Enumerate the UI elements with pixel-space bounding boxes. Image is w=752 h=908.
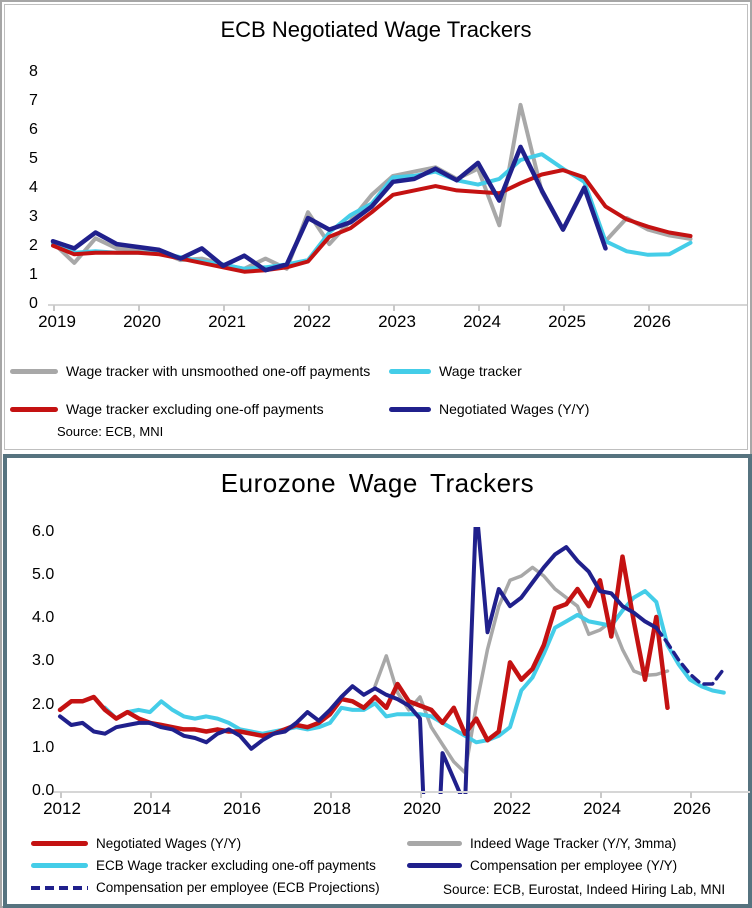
series-line-navy [60, 527, 656, 794]
x-axis-label: 2020 [123, 312, 161, 331]
x-axis-label: 2022 [493, 799, 531, 818]
legend-label: Compensation per employee (Y/Y) [470, 858, 678, 873]
x-axis-tick [690, 792, 692, 798]
x-axis-label: 2026 [633, 312, 671, 331]
x-axis-line [48, 304, 747, 306]
x-axis-tick [393, 305, 395, 311]
line-marker-icon [407, 863, 462, 868]
x-axis-tick [240, 792, 242, 798]
x-axis-tick [478, 305, 480, 311]
x-axis-tick [308, 305, 310, 311]
line-marker-icon [31, 863, 88, 868]
y-axis-label: 2.0 [32, 695, 55, 713]
x-axis-tick [223, 305, 225, 311]
y-axis-label: 0 [29, 295, 38, 312]
eurozone-wage-trackers-panel [3, 454, 752, 908]
legend-item-red [10, 401, 324, 417]
x-axis-tick [150, 792, 152, 798]
y-axis-label: 6 [29, 121, 38, 138]
x-axis-label: 2019 [38, 312, 76, 331]
x-axis-label: 2016 [223, 799, 261, 818]
x-axis-tick [330, 792, 332, 798]
bottom-chart-source: Source: ECB, Eurostat, Indeed Hiring Lab, MNI [443, 882, 726, 897]
y-axis-label: 3.0 [32, 652, 55, 670]
y-axis-label: 8 [29, 63, 38, 80]
y-axis-label: 0.0 [32, 782, 55, 799]
y-axis-label: 4.0 [32, 609, 55, 627]
legend-item-navy-dashed [31, 880, 380, 895]
bottom-chart-title: Eurozone Wage Trackers [220, 468, 535, 498]
x-axis-tick [600, 792, 602, 798]
y-axis-label: 4 [29, 179, 38, 196]
legend-label: ECB Wage tracker excluding one-off payments [96, 858, 376, 873]
x-axis-label: 2014 [133, 799, 171, 818]
x-axis-tick [53, 305, 55, 311]
legend-label: Indeed Wage Tracker (Y/Y, 3mma) [470, 836, 677, 851]
x-axis-label: 2025 [548, 312, 586, 331]
x-axis-label: 2020 [403, 799, 441, 818]
legend-label: Compensation per employee (ECB Projections) [96, 880, 380, 895]
x-axis-label: 2026 [673, 799, 711, 818]
series-line-gray [53, 105, 691, 269]
legend-item-navy [389, 401, 589, 417]
x-axis-label: 2023 [378, 312, 416, 331]
legend-item-gray [407, 836, 676, 851]
x-axis-label: 2018 [313, 799, 351, 818]
line-marker-icon [407, 841, 462, 846]
legend-item-navy [407, 858, 677, 873]
x-axis-label: 2022 [293, 312, 331, 331]
legend-label: Wage tracker with unsmoothed one-off payments [66, 363, 371, 379]
line-marker-icon [10, 407, 58, 412]
x-axis-tick [563, 305, 565, 311]
y-axis-label: 1 [29, 266, 38, 283]
line-marker-icon [389, 407, 431, 412]
legend-label: Negotiated Wages (Y/Y) [96, 836, 242, 851]
top-chart-title: ECB Negotiated Wage Trackers [220, 17, 532, 42]
top-chart-source: Source: ECB, MNI [57, 424, 164, 439]
y-axis-label: 7 [29, 92, 38, 109]
y-axis-label: 3 [29, 208, 38, 225]
y-axis-label: 1.0 [32, 738, 55, 756]
dashed-line-marker-icon [31, 886, 88, 890]
line-marker-icon [389, 369, 431, 374]
legend-item-cyan [389, 363, 522, 379]
x-axis-tick [60, 792, 62, 798]
y-axis-label: 2 [29, 237, 38, 254]
x-axis-line [53, 791, 750, 793]
legend-label: Negotiated Wages (Y/Y) [439, 401, 590, 417]
legend-label: Wage tracker excluding one-off payments [66, 401, 324, 417]
x-axis-label: 2021 [208, 312, 246, 331]
legend-item-gray [10, 363, 370, 379]
y-axis-label: 5.0 [32, 566, 55, 583]
x-axis-tick [510, 792, 512, 798]
x-axis-label: 2024 [463, 312, 501, 331]
legend-label: Wage tracker [439, 363, 522, 379]
x-axis-label: 2012 [43, 799, 81, 818]
y-axis-label: 5 [29, 150, 38, 167]
x-axis-tick [138, 305, 140, 311]
x-axis-tick [648, 305, 650, 311]
legend-item-red [31, 836, 241, 851]
line-marker-icon [31, 841, 88, 846]
ecb-negotiated-wage-trackers-panel [4, 4, 748, 450]
bottom-chart-plot [53, 527, 747, 794]
top-chart-plot [48, 65, 743, 307]
line-marker-icon [10, 369, 58, 374]
legend-item-cyan [31, 858, 376, 873]
y-axis-label: 6.0 [32, 522, 55, 540]
x-axis-tick [420, 792, 422, 798]
x-axis-label: 2024 [583, 799, 621, 818]
